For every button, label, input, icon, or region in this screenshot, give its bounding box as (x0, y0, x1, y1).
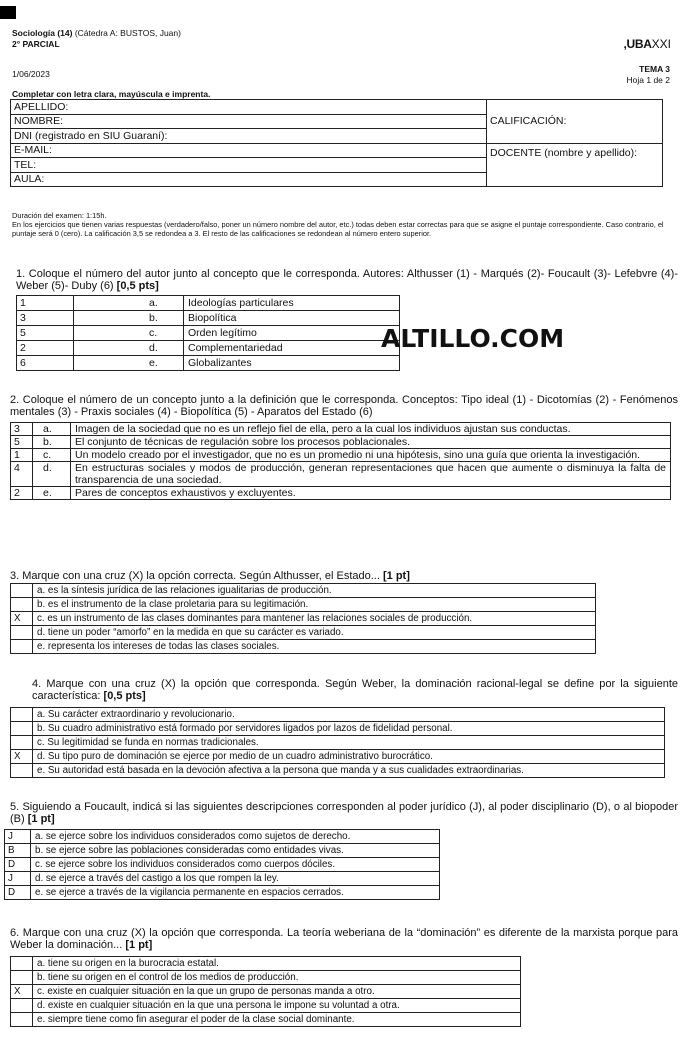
table-row: 4 d. En estructuras sociales y modos de producción, generan representaciones que hacen que aumente o disminuya la falta de transparencia de una sociedad. (11, 462, 671, 487)
corner-mark (0, 6, 16, 19)
rules-note: En los ejercicios que tienen varias respuestas (verdadero/falso, poner un número nombre del autor, etc.) todas deben estar correctas para que se asigne el puntaje correspondiente. Caso contrario, el puntaje será 0 (cero). La calificación 3,5 se redondea a 3. El resto de las calificaciones se redondean al número entero superior. (12, 220, 664, 238)
tema-label: TEMA 3 (639, 64, 670, 74)
answer-cell[interactable]: B (5, 844, 31, 858)
table-row: 5 b. El conjunto de técnicas de regulación sobre los procesos poblacionales. (11, 436, 671, 449)
page-count: Hoja 1 de 2 (626, 75, 670, 85)
exam-name: 2° PARCIAL (12, 39, 60, 49)
answer-cell[interactable] (11, 957, 33, 971)
answer-cell[interactable] (11, 736, 33, 750)
question-5: 5. Siguiendo a Foucault, indicá si las siguientes descripciones corresponden al poder jurídico (J), al poder disciplinario (D), o al biopoder (B) [1 pt] (10, 801, 678, 825)
answer-cell[interactable]: 1 (17, 296, 74, 311)
answer-cell[interactable] (11, 971, 33, 985)
question-3-table (10, 583, 596, 654)
answer-cell[interactable] (11, 584, 33, 598)
table-row: d. tiene un poder “amorfo” en la medida en que su carácter es variado. (11, 626, 596, 640)
answer-cell[interactable]: J (5, 830, 31, 844)
uba-xxi-logo: ,UBAXXI (623, 37, 671, 51)
table-row: a. Su carácter extraordinario y revolucionario. (11, 708, 665, 722)
answer-cell[interactable] (11, 1013, 33, 1027)
question-6-table (10, 956, 521, 1027)
table-row: D c. se ejerce sobre los individuos considerados como cuerpos dóciles. (5, 858, 440, 872)
exam-notes (12, 211, 682, 238)
answer-cell[interactable] (11, 598, 33, 612)
question-5-table (4, 829, 440, 900)
table-row: b. tiene su origen en el control de los medios de producción. (11, 971, 521, 985)
table-row: d. existe en cualquier situación en la que una persona le impone su voluntad a otra. (11, 999, 521, 1013)
aula-field[interactable]: AULA: (11, 172, 487, 187)
table-row: 1 c. Un modelo creado por el investigador, que no es un promedio ni una hipótesis, sino una guía que orienta la investigación. (11, 449, 671, 462)
table-row: 5 c. Orden legítimo (17, 326, 400, 341)
answer-cell[interactable]: 3 (17, 311, 74, 326)
table-row: 2 e. Pares de conceptos exhaustivos y excluyentes. (11, 487, 671, 500)
question-1-table (16, 295, 400, 371)
table-row: e. siempre tiene como fin asegurar el poder de la clase social dominante. (11, 1013, 521, 1027)
table-row: X c. es un instrumento de las clases dominantes para mantener las relaciones sociales de producción. (11, 612, 596, 626)
student-info-table (10, 99, 663, 187)
answer-cell[interactable]: 6 (17, 356, 74, 371)
answer-cell[interactable] (11, 640, 33, 654)
table-row: J d. se ejerce a través del castigo a los que rompen la ley. (5, 872, 440, 886)
table-row: 2 d. Complementariedad (17, 341, 400, 356)
question-6: 6. Marque con una cruz (X) la opción que corresponda. La teoría weberiana de la “dominación” es diferente de la marxista porque para Weber la dominación... [1 pt] (10, 927, 678, 951)
nombre-field[interactable]: NOMBRE: (11, 114, 487, 129)
table-row: b. es el instrumento de la clase proletaria para su legitimación. (11, 598, 596, 612)
answer-cell[interactable] (11, 708, 33, 722)
answer-cell[interactable]: D (5, 858, 31, 872)
table-row: e. Su autoridad está basada en la devoción afectiva a la persona que manda y a sus cualidades extraordinarias. (11, 764, 665, 778)
answer-cell[interactable]: 2 (11, 487, 33, 500)
duration-note: Duración del examen: 1:15h. (12, 211, 107, 220)
watermark: ALTILLO.COM (381, 324, 565, 353)
table-row: 6 e. Globalizantes (17, 356, 400, 371)
table-row: e. representa los intereses de todas las clases sociales. (11, 640, 596, 654)
table-row: a. tiene su origen en la burocracia estatal. (11, 957, 521, 971)
table-row: B b. se ejerce sobre las poblaciones consideradas como entidades vivas. (5, 844, 440, 858)
table-row: a. es la síntesis jurídica de las relaciones igualitarias de producción. (11, 584, 596, 598)
question-2-table (10, 422, 671, 500)
table-row: 1 a. Ideologías particulares (17, 296, 400, 311)
table-row: 3 a. Imagen de la sociedad que no es un reflejo fiel de ella, pero a la cual los individuos ajustan sus conductas. (11, 423, 671, 436)
answer-cell[interactable]: 5 (11, 436, 33, 449)
answer-cell[interactable]: X (11, 612, 33, 626)
course-title: Sociología (14) (Cátedra A: BUSTOS, Juan) (12, 28, 181, 38)
question-4-table (10, 707, 665, 778)
table-row: b. Su cuadro administrativo está formado por servidores ligados por lazos de fidelidad personal. (11, 722, 665, 736)
answer-cell[interactable]: D (5, 886, 31, 900)
answer-cell[interactable]: 3 (11, 423, 33, 436)
answer-cell[interactable]: 5 (17, 326, 74, 341)
tel-field[interactable]: TEL: (11, 158, 487, 173)
answer-cell[interactable]: J (5, 872, 31, 886)
email-field[interactable]: E-MAIL: (11, 143, 487, 158)
table-row: D e. se ejerce a través de la vigilancia permanente en espacios cerrados. (5, 886, 440, 900)
dni-field[interactable]: DNI (registrado en SIU Guaraní): (11, 129, 487, 144)
table-row: c. Su legitimidad se funda en normas tradicionales. (11, 736, 665, 750)
answer-cell[interactable]: 4 (11, 462, 33, 487)
answer-cell[interactable] (11, 999, 33, 1013)
table-row: X c. existe en cualquier situación en la que un grupo de personas manda a otro. (11, 985, 521, 999)
question-1: 1. Coloque el número del autor junto al concepto que le corresponda. Autores: Althusser (1) - Marqués (2)- Foucault (3)- Lefebvre (4)- Weber (5)- Duby (6) [0,5 pts] (16, 268, 678, 292)
answer-cell[interactable]: X (11, 750, 33, 764)
table-row: X d. Su tipo puro de dominación se ejerce por medio de un cuadro administrativo burocrático. (11, 750, 665, 764)
answer-cell[interactable] (11, 722, 33, 736)
instructions: Completar con letra clara, mayúscula e imprenta. (12, 89, 211, 99)
table-row: 3 b. Biopolítica (17, 311, 400, 326)
docente-field[interactable]: DOCENTE (nombre y apellido): (487, 143, 663, 187)
question-4: 4. Marque con una cruz (X) la opción que corresponda. Según Weber, la dominación racional-legal se define por la siguiente característica: [0,5 pts] (32, 678, 678, 702)
answer-cell[interactable]: X (11, 985, 33, 999)
calificacion-field[interactable]: CALIFICACIÓN: (487, 100, 663, 144)
answer-cell[interactable] (11, 626, 33, 640)
answer-cell[interactable] (11, 764, 33, 778)
answer-cell[interactable]: 1 (11, 449, 33, 462)
table-row: J a. se ejerce sobre los individuos considerados como sujetos de derecho. (5, 830, 440, 844)
answer-cell[interactable]: 2 (17, 341, 74, 356)
question-2: 2. Coloque el número de un concepto junto a la definición que le corresponda. Conceptos: Tipo ideal (1) - Dicotomías (2) - Fenómenos mentales (3) - Praxis sociales (4) - Biopolítica (5) - Aparatos del Estado (6) (10, 394, 678, 418)
exam-date: 1/06/2023 (12, 69, 50, 79)
question-3: 3. Marque con una cruz (X) la opción correcta. Según Althusser, el Estado... [1 pt] (10, 570, 410, 582)
apellido-field[interactable]: APELLIDO: (11, 100, 487, 115)
